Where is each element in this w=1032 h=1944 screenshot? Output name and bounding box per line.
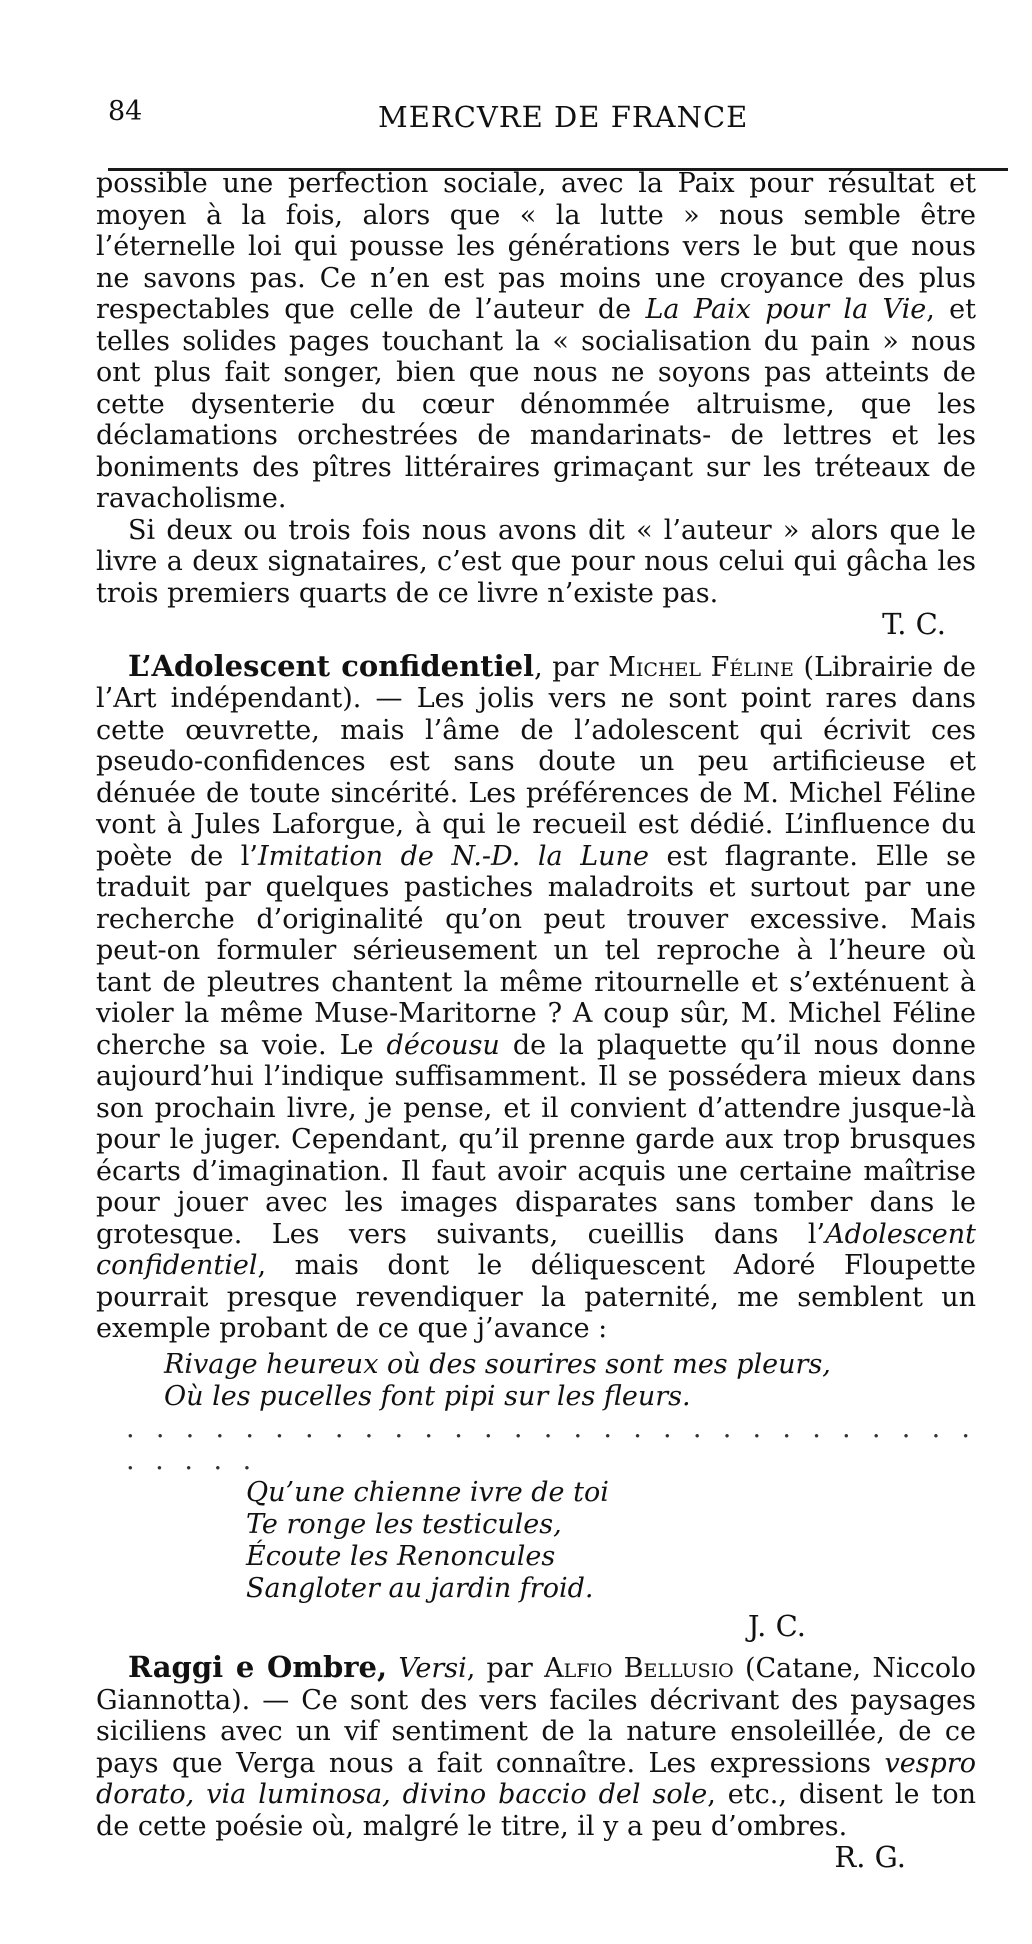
running-header [108, 90, 1013, 150]
poem-line: Écoute les Renoncules [246, 1540, 556, 1572]
poem-line: Te ronge les testicules, [246, 1508, 562, 1540]
poem-line: Rivage heureux où des sourires sont mes pleurs, [164, 1348, 831, 1380]
quoted-poem [96, 1349, 976, 1605]
review-title: L’Adolescent confidentiel [128, 648, 535, 683]
paragraph-continuation: possible une perfection sociale, avec la Paix pour résultat et moyen à la fois, alors que « la lutte » nous semble être l’éternelle loi qui pousse les générations vers le but que nous ne savons pas. Ce n’en est pas moins une croyance des plus respectables que celle de l’auteur de La Paix pour la Vie, et telles solides pages touchant la « socialisation du pain » nous ont plus fait songer, bien que nous ne soyons pas atteints de cette dysenterie du cœur dénommée altruisme, que les déclamations orchestrées de mandarinats- de lettres et les boniments des pîtres littéraires grimaçant sur les tréteaux de ravacholisme. [96, 168, 976, 514]
signature-rg: R. G. [834, 1840, 906, 1874]
poem-line: Sangloter au jardin froid. [246, 1572, 594, 1604]
review-raggi: Raggi e Ombre, Versi, par Alfio Bellusio (Catane, Niccolo Giannotta). — Ce sont des vers faciles décrivant des paysages siciliens avec un vif sentiment de la nature ensoleillée, de ce pays que Verga nous a fait connaître. Les expressions vespro dorato, via luminosa, divino baccio del sole, etc., disent le ton de cette poésie où, malgré le titre, il y a peu d’ombres. [96, 1650, 976, 1842]
review-author: Michel Féline [608, 651, 794, 683]
page-number: 84 [108, 96, 143, 127]
signature-tc: T. C. [882, 607, 946, 641]
paragraph-signatories: Si deux ou trois fois nous avons dit « l’auteur » alors que le livre a deux signataires, c’est que pour nous celui qui gâcha les trois premiers quarts de ce livre n’existe pas. [96, 514, 976, 609]
review-adolescent: L’Adolescent confidentiel, par Michel Féline (Librairie de l’Art indépendant). — Les jolis vers ne sont point rares dans cette œuvrette, mais l’âme de l’adolescent qui écrivit ces pseudo-confidences est sans doute un peu artificieuse et dénuée de toute sincérité. Les préférences de M. Michel Féline vont à Jules Laforgue, à qui le recueil est dédié. L’influence du poète de l’Imitation de N.-D. la Lune est flagrante. Elle se traduit par quelques pastiches maladroits et surtout par une recherche d’originalité qu’on peut trouver excessive. Mais peut-on formuler sérieusement un tel reproche à l’heure où tant de pleutres chantent la même ritournelle et s’exténuent à violer la même Muse-Maritorne ? A coup sûr, M. Michel Féline cherche sa voie. Le décousu de la plaquette qu’il nous donne aujourd’hui l’indique suffisamment. Il se possédera mieux dans son prochain livre, je pense, et il convient d’attendre jusque-là pour le juger. Cependant, qu’il prenne garde aux trop brusques écarts d’imagination. Il faut avoir acquis une certaine maîtrise pour jouer avec les images disparates sans tomber dans le grotesque. Les vers suivants, cueillis dans l’Adolescent confidentiel, mais dont le déliquescent Adoré Floupette pourrait presque revendiquer la paternité, me semblent un exemple probant de ce que j’avance : [96, 648, 977, 1344]
review-title: Raggi e Ombre, [128, 1650, 388, 1684]
poem-line: Qu’une chienne ivre de toi [246, 1476, 609, 1508]
journal-title: MERCVRE DE FRANCE [378, 100, 749, 134]
review-publisher: (Catane, Niccolo Giannotta). [96, 1653, 976, 1716]
review-author: Alfio Bellusio [544, 1653, 734, 1684]
signature-jc: J. C. [747, 1608, 806, 1643]
review-publisher: (Librairie de l’Art indépendant). [96, 651, 976, 714]
poem-line: Où les pucelles font pipi sur les fleurs. [164, 1380, 691, 1412]
ellipsis-dots: . . . . . . . . . . . . . . . . . . . . . . . . . . . . . . . . . . [126, 1412, 976, 1476]
page-body [96, 168, 976, 1874]
